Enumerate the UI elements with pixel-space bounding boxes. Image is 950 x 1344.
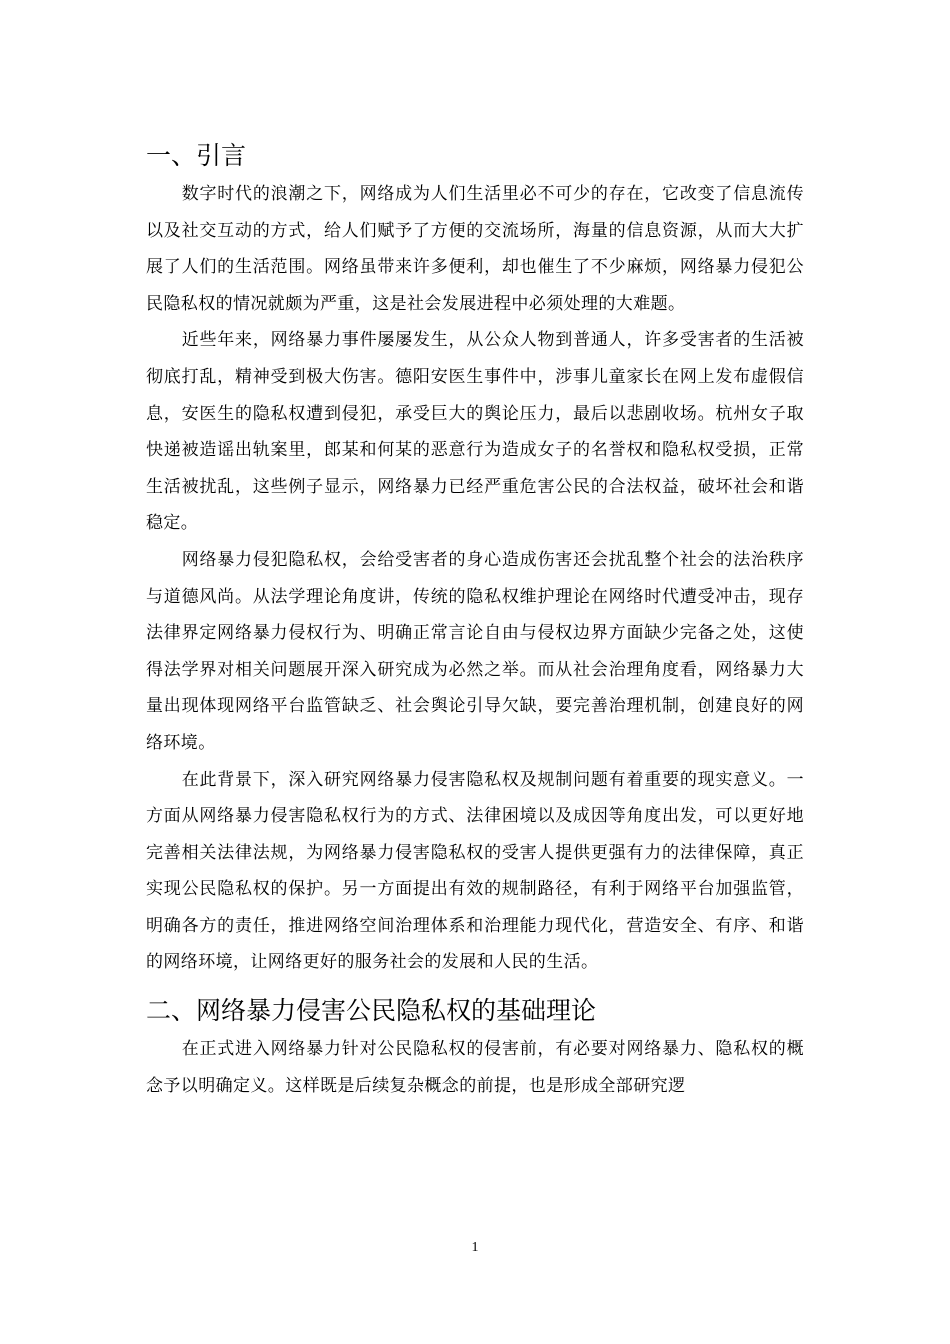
body-paragraph: 在此背景下，深入研究网络暴力侵害隐私权及规制问题有着重要的现实意义。一方面从网络暴力侵害隐私权行为的方式、法律困境以及成因等角度出发，可以更好地完善相关法律法规，为网络暴力侵害隐私权的受害人提供更强有力的法律保障，真正实现公民隐私权的保护。另一方面提出有效的规制路径，有利于网络平台加强监管，明确各方的责任，推进网络空间治理体系和治理能力现代化，营造安全、有序、和谐的网络环境，让网络更好的服务社会的发展和人民的生活。	[146, 769, 804, 973]
body-paragraph: 网络暴力侵犯隐私权，会给受害者的身心造成伤害还会扰乱整个社会的法治秩序与道德风尚。从法学理论角度讲，传统的隐私权维护理论在网络时代遭受冲击，现存法律界定网络暴力侵权行为、明确正常言论自由与侵权边界方面缺少完备之处，这使得法学界对相关问题展开深入研究成为必然之举。而从社会治理角度看，网络暴力大量出现体现网络平台监管缺乏、社会舆论引导欠缺，要完善治理机制，创建良好的网络环境。	[146, 549, 804, 753]
body-paragraph: 在正式进入网络暴力针对公民隐私权的侵害前，有必要对网络暴力、隐私权的概念予以明确定义。这样既是后续复杂概念的前提，也是形成全部研究逻	[146, 1039, 804, 1096]
section-heading-basic-theory: 二、网络暴力侵害公民隐私权的基础理论	[146, 996, 597, 1026]
body-paragraph: 近些年来，网络暴力事件屡屡发生，从公众人物到普通人，许多受害者的生活被彻底打乱，精神受到极大伤害。德阳安医生事件中，涉事儿童家长在网上发布虚假信息，安医生的隐私权遭到侵犯，承受巨大的舆论压力，最后以悲剧收场。杭州女子取快递被造谣出轨案里，郎某和何某的恶意行为造成女子的名誉权和隐私权受损，正常生活被扰乱，这些例子显示，网络暴力已经严重危害公民的合法权益，破坏社会和谐稳定。	[146, 330, 804, 534]
section-heading-introduction: 一、引言	[146, 141, 247, 170]
page-content	[146, 138, 804, 1104]
body-paragraph: 数字时代的浪潮之下，网络成为人们生活里必不可少的存在，它改变了信息流传以及社交互动的方式，给人们赋予了方便的交流场所，海量的信息资源，从而大大扩展了人们的生活范围。网络虽带来许多便利，却也催生了不少麻烦，网络暴力侵犯公民隐私权的情况就颇为严重，这是社会发展进程中必须处理的大难题。	[146, 184, 804, 314]
page-number: 1	[471, 1240, 479, 1255]
